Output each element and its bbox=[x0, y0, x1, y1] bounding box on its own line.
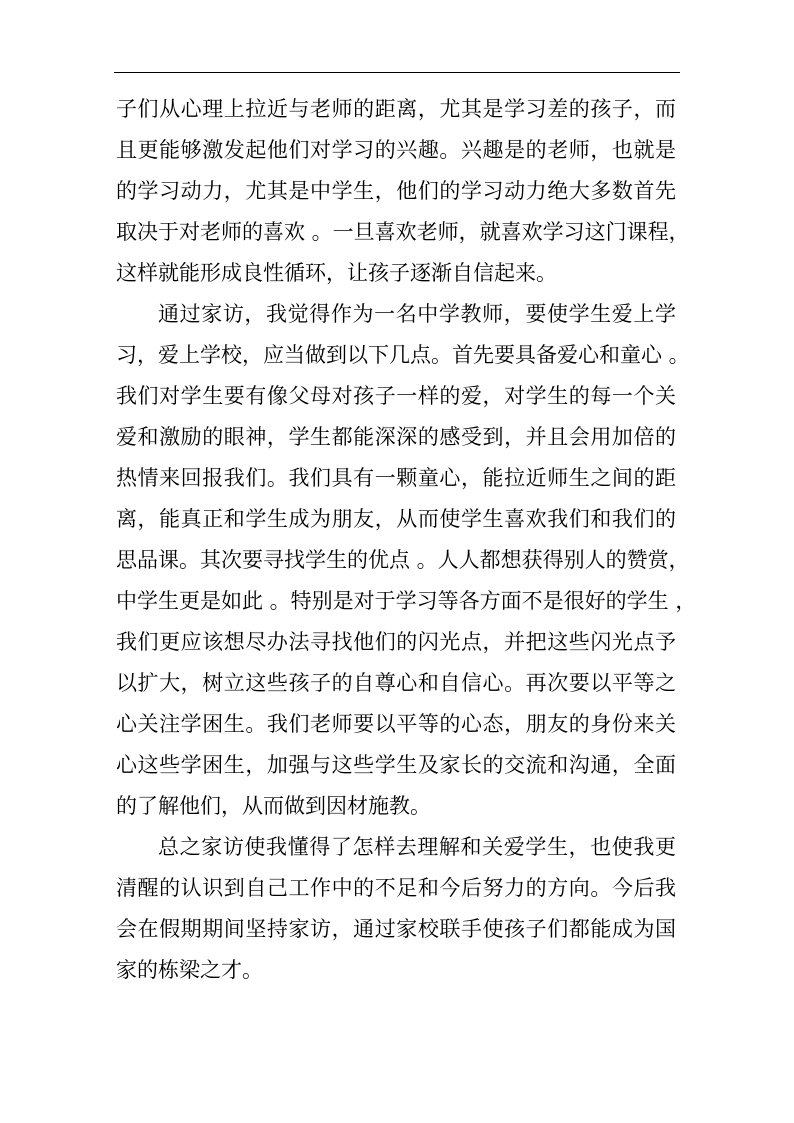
text-line: 家的栋梁之才。 bbox=[116, 958, 263, 982]
text-line: 的了解他们，从而做到因材施教。 bbox=[116, 794, 431, 818]
text-line: 爱和激励的眼神，学生都能深深的感受到，并且会用加倍的 bbox=[116, 425, 676, 449]
text-line: 会在假期期间坚持家访，通过家校联手使孩子们都能成为国 bbox=[116, 917, 676, 941]
text-line: 我们对学生要有像父母对孩子一样的爱，对学生的每一个关 bbox=[116, 384, 676, 408]
text-line: 总之家访使我懂得了怎样去理解和关爱学生，也使我更 bbox=[158, 835, 676, 859]
text-line: 且更能够激发起他们对学习的兴趣。兴趣是的老师，也就是 bbox=[116, 138, 676, 162]
text-line: 我们更应该想尽办法寻找他们的闪光点，并把这些闪光点予 bbox=[116, 630, 676, 654]
text-line: 习，爱上学校，应当做到以下几点。首先要具备爱心和童心 。 bbox=[116, 343, 690, 367]
text-line: 子们从心理上拉近与老师的距离，尤其是学习差的孩子，而 bbox=[116, 97, 676, 121]
text-line: 清醒的认识到自己工作中的不足和今后努力的方向。今后我 bbox=[116, 876, 676, 900]
text-line: 离，能真正和学生成为朋友，从而使学生喜欢我们和我们的 bbox=[116, 507, 676, 531]
text-line: 心关注学困生。我们老师要以平等的心态，朋友的身份来关 bbox=[116, 712, 676, 736]
text-line: 的学习动力，尤其是中学生，他们的学习动力绝大多数首先 bbox=[116, 179, 676, 203]
text-line: 心这些学困生，加强与这些学生及家长的交流和沟通，全面 bbox=[116, 753, 676, 777]
text-line: 通过家访，我觉得作为一名中学教师，要使学生爱上学 bbox=[158, 302, 676, 326]
text-line: 热情来回报我们。我们具有一颗童心，能拉近师生之间的距 bbox=[116, 466, 676, 490]
text-line: 以扩大，树立这些孩子的自尊心和自信心。再次要以平等之 bbox=[116, 671, 676, 695]
text-line: 取决于对老师的喜欢 。一旦喜欢老师，就喜欢学习这门课程， bbox=[116, 220, 690, 244]
body-text bbox=[116, 89, 697, 991]
text-line: 中学生更是如此 。特别是对于学习等各方面不是很好的学生 ， bbox=[116, 589, 697, 613]
header-rule bbox=[114, 72, 680, 73]
text-line: 思品课。其次要寻找学生的优点 。人人都想获得别人的赞赏， bbox=[116, 548, 690, 572]
text-line: 这样就能形成良性循环，让孩子逐渐自信起来。 bbox=[116, 261, 557, 285]
